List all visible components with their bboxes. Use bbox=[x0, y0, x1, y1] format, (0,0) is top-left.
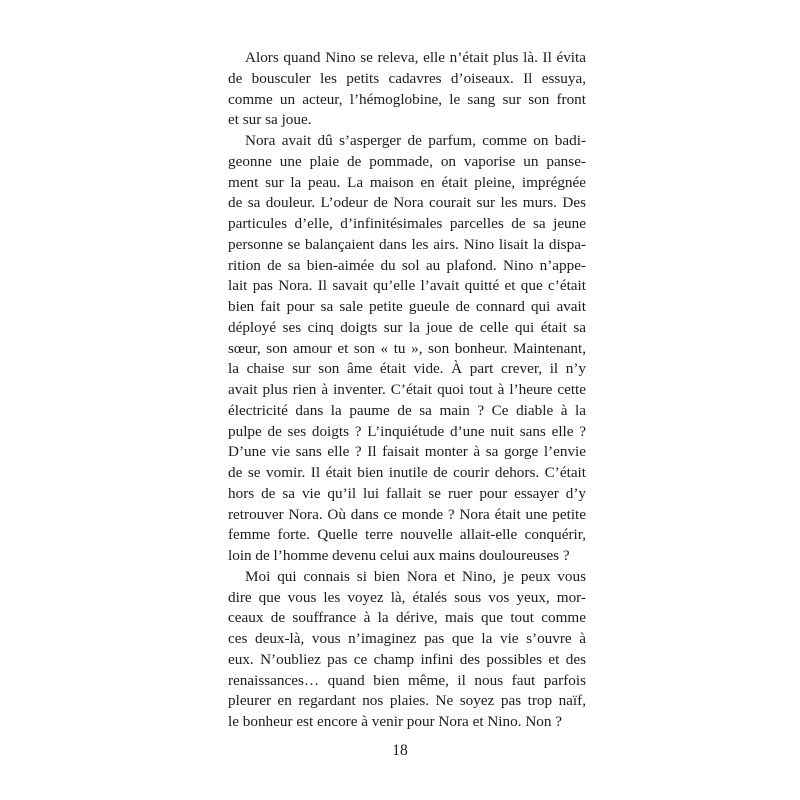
text-line: sœur, son amour et son « tu », son bonheur. Maintenant, bbox=[228, 339, 586, 357]
text-line: rition de sa bien-aimée du sol au plafond. Nino n’appe- bbox=[228, 256, 586, 274]
text-line: hors de sa vie qu’il lui fallait se ruer pour essayer d’y bbox=[228, 484, 586, 502]
text-line: eux. N’oubliez pas ce champ infini des possibles et des bbox=[228, 650, 586, 668]
text-line: ment sur la peau. La maison en était pleine, imprégnée bbox=[228, 173, 586, 191]
text-line: comme un acteur, l’hémoglobine, le sang sur son front bbox=[228, 90, 586, 108]
text-line: de sa douleur. L’odeur de Nora courait sur les murs. Des bbox=[228, 194, 586, 212]
text-line: dire que vous les voyez là, étalés sous vos yeux, mor- bbox=[228, 588, 586, 606]
text-line: Nora avait dû s’asperger de parfum, comme on badi- bbox=[245, 132, 586, 149]
text-line: geonne une plaie de pommade, on vaporise un panse- bbox=[228, 152, 586, 170]
text-line: Moi qui connais si bien Nora et Nino, je peux vous bbox=[245, 567, 586, 585]
text-line: ces deux-là, vous n’imaginez pas que la vie s’ouvre à bbox=[228, 630, 586, 647]
text-line: lait pas Nora. Il savait qu’elle l’avait quitté et que c’était bbox=[228, 277, 586, 295]
body-text bbox=[228, 48, 586, 733]
text-line: personne se balançaient dans les airs. Nino lisait la dispa- bbox=[228, 235, 586, 253]
text-line: déployé ses cinq doigts sur la joue de celle qui était sa bbox=[228, 318, 586, 336]
text-line: loin de l’homme devenu celui aux mains douloureuses ? bbox=[228, 547, 570, 564]
text-line: bien fait pour sa sale petite gueule de connard qui avait bbox=[228, 298, 586, 315]
text-line: de bousculer les petits cadavres d’oiseaux. Il essuya, bbox=[228, 69, 586, 87]
page-number: 18 bbox=[392, 742, 408, 759]
text-line: pleurer en regardant nos plaies. Ne soyez pas trop naïf, bbox=[228, 692, 586, 710]
text-line: retrouver Nora. Où dans ce monde ? Nora était une petite bbox=[228, 505, 586, 523]
text-line: de se vomir. Il était bien inutile de courir dehors. C’était bbox=[228, 464, 586, 481]
text-line: renaissances… quand bien même, il nous faut parfois bbox=[228, 671, 586, 689]
text-line: Alors quand Nino se releva, elle n’était plus là. Il évita bbox=[245, 49, 586, 66]
text-line: le bonheur est encore à venir pour Nora et Nino. Non ? bbox=[228, 713, 563, 730]
text-line: ceaux de souffrance à la dérive, mais que tout comme bbox=[228, 609, 586, 627]
text-line: femme forte. Quelle terre nouvelle allait-elle conquérir, bbox=[228, 526, 586, 544]
text-line: particules d’elle, d’infinitésimales parcelles de sa jeune bbox=[228, 215, 586, 232]
text-line: électricité dans la paume de sa main ? Ce diable à la bbox=[228, 401, 586, 419]
text-line: avait plus rien à inventer. C’était quoi tout à l’heure cette bbox=[228, 381, 586, 398]
text-line: pulpe de ses doigts ? L’inquiétude d’une nuit sans elle ? bbox=[228, 422, 586, 440]
text-line: D’une vie sans elle ? Il faisait monter à sa gorge l’envie bbox=[228, 443, 586, 461]
text-line: et sur sa joue. bbox=[228, 111, 312, 129]
text-line: la chaise sur son âme était vide. À part crever, il n’y bbox=[228, 360, 586, 378]
